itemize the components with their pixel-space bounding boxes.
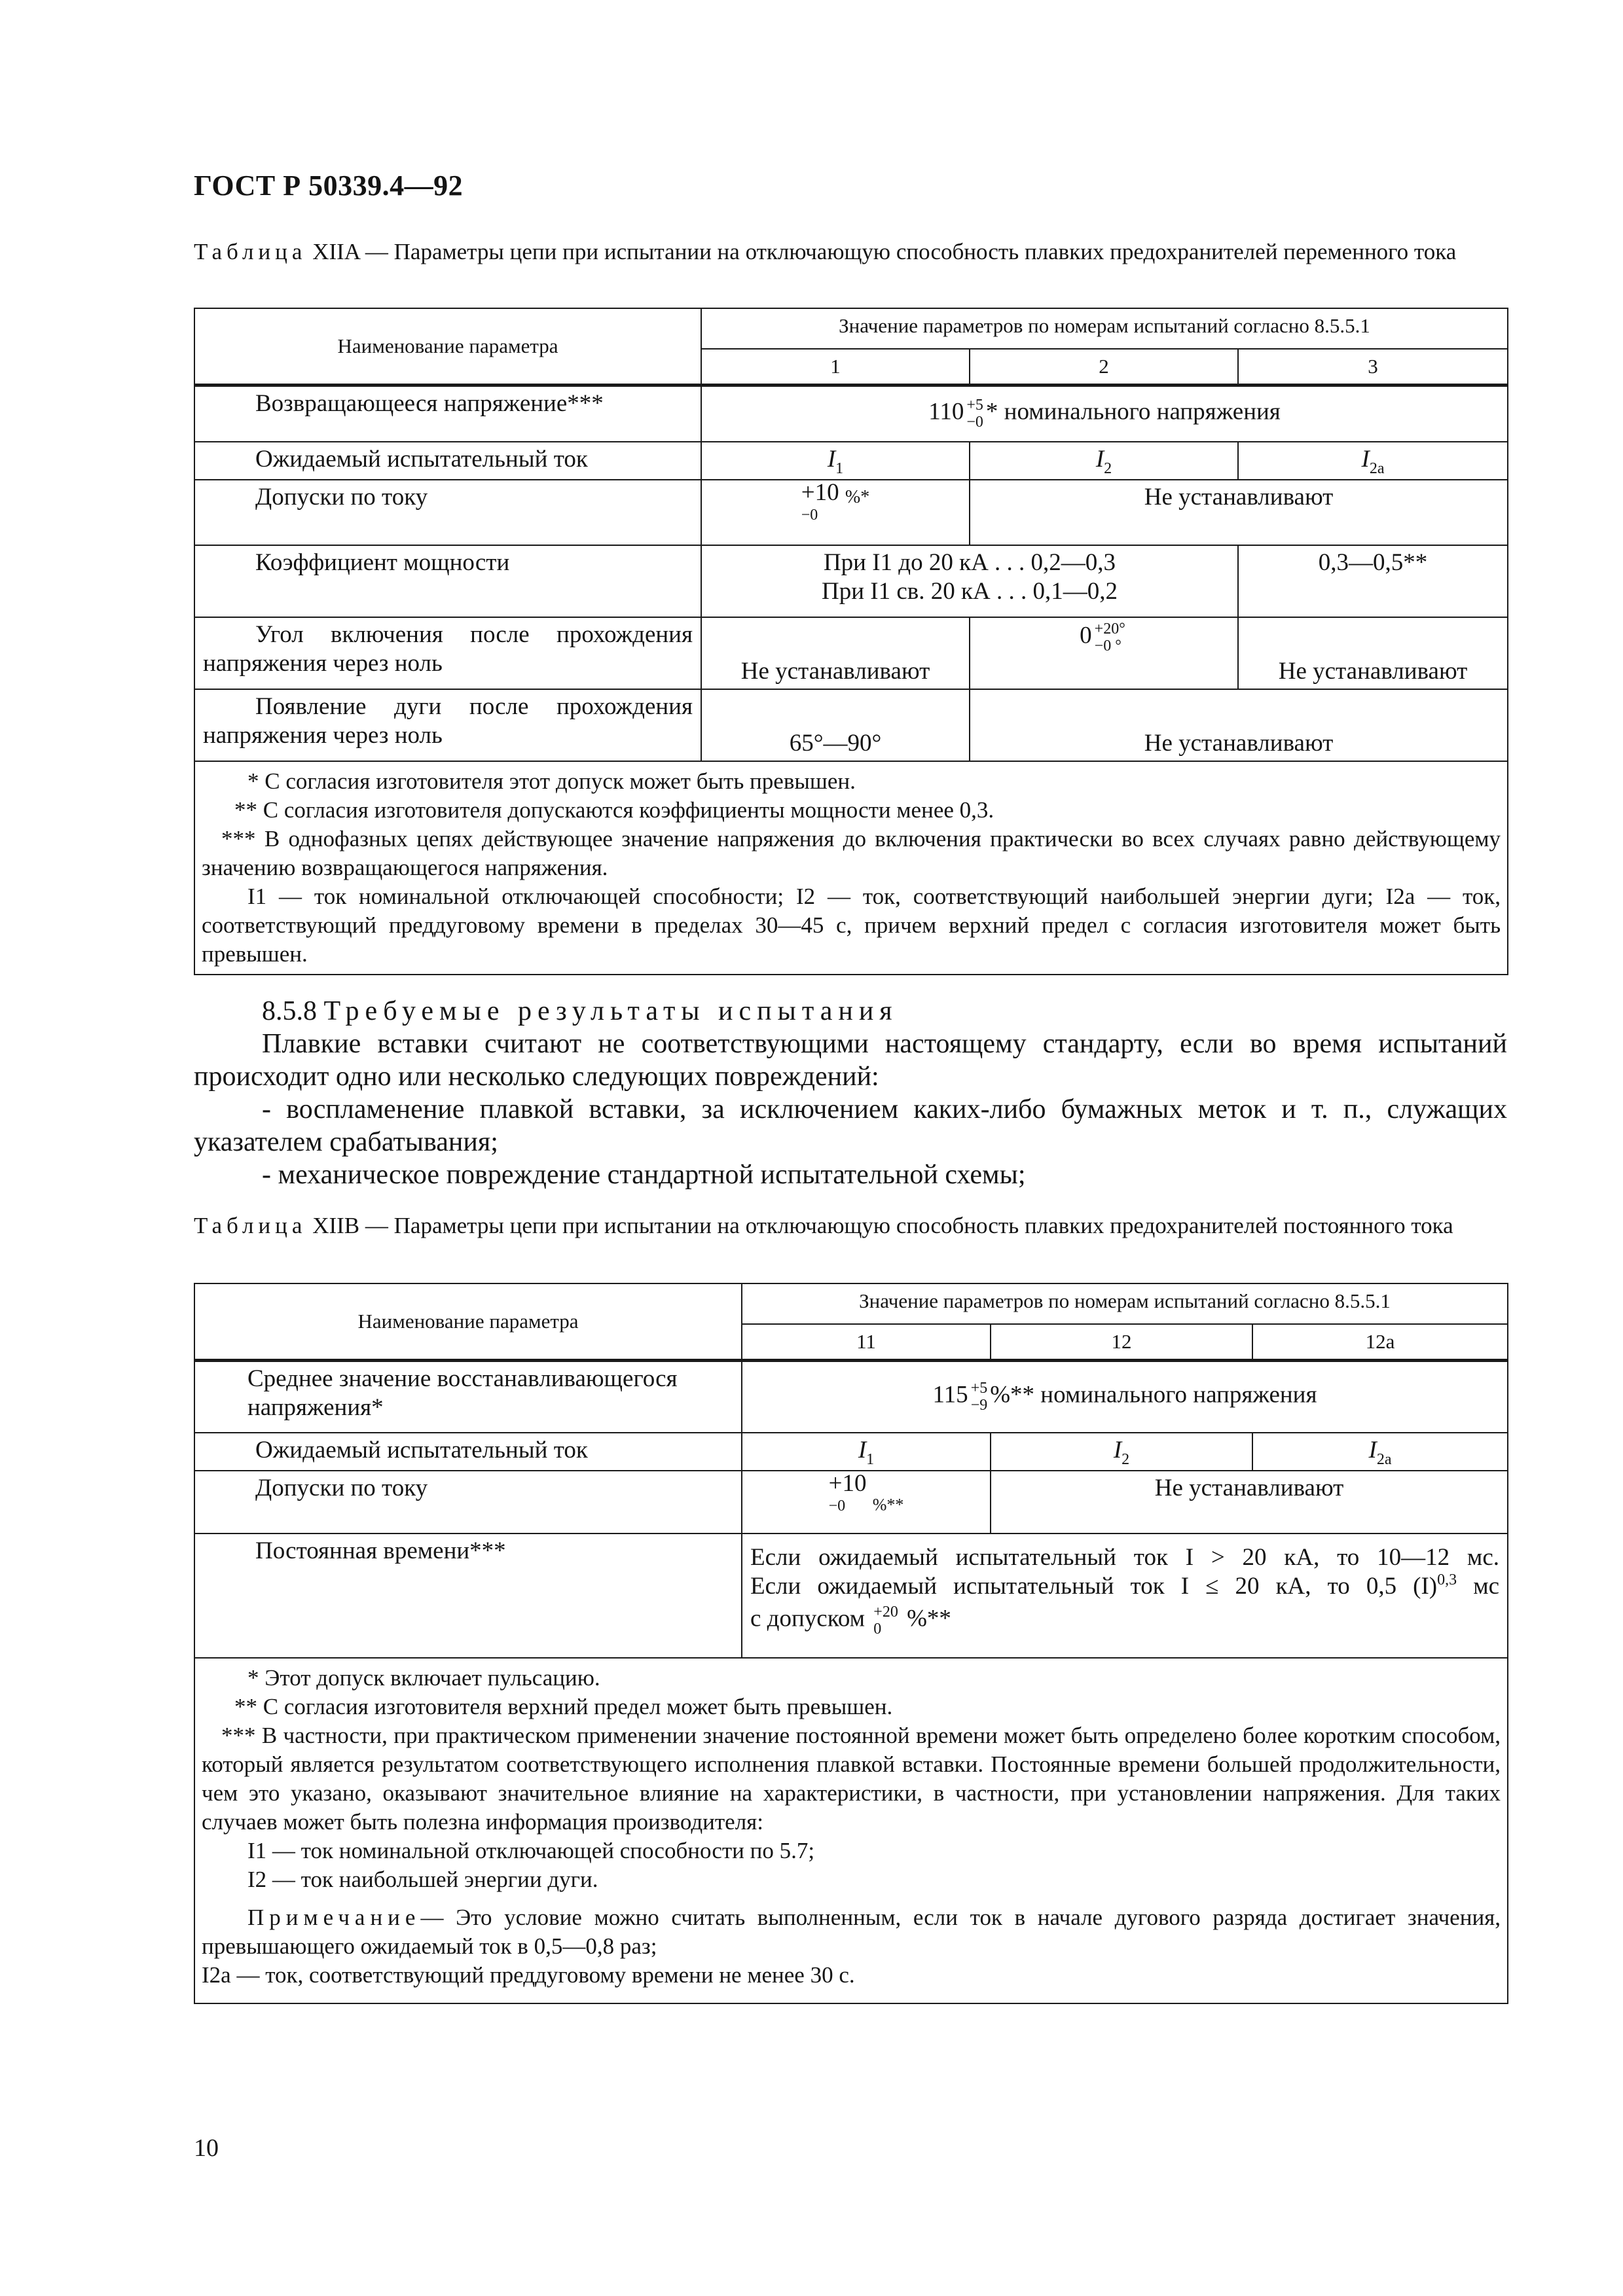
current-symbol: I <box>1361 445 1370 473</box>
r4-line1: Если ожидаемый испытательный ток I > 20 кА, то 10—12 мс. <box>750 1543 1500 1571</box>
table-a-caption-word: Таблица <box>194 239 307 264</box>
table-a-col-values: Значение параметров по номерам испытаний согласно 8.5.5.1 <box>701 308 1508 349</box>
r4-line2-sup: 0,3 <box>1437 1571 1457 1588</box>
current-sub: 2a <box>1376 1450 1392 1468</box>
table-b-remark <box>202 1903 1501 1961</box>
remark-word: Примечание <box>247 1904 421 1930</box>
r4-line2: При I1 св. 20 кА . . . 0,1—0,2 <box>822 577 1118 605</box>
document-header: ГОСТ Р 50339.4—92 <box>194 170 464 202</box>
table-b-r1-value <box>742 1361 1508 1433</box>
table-a-r2-v1 <box>701 442 970 480</box>
r5-tolerance <box>1095 620 1125 655</box>
table-a-r2-v3 <box>1238 442 1508 480</box>
section-number: 8.5.8 <box>262 996 317 1026</box>
table-a-r6-v1: 65°—90° <box>701 689 970 761</box>
table-b-caption <box>194 1211 1506 1240</box>
section-paragraph: - воспламенение плавкой вставки, за исключением каких-либо бумажных меток и т. п., служащих указателем срабатывания; <box>194 1094 1507 1157</box>
current-sub: 2a <box>1369 459 1385 477</box>
r1-base: 110 <box>928 398 964 425</box>
table-a-r4-name: Коэффициент мощности <box>194 545 701 617</box>
r4-line2-a: Если ожидаемый испытательный ток I ≤ 20 кА, то 0,5 (I) <box>750 1572 1438 1600</box>
table-b-col-num: 11 <box>742 1324 991 1361</box>
table-b-caption-text: XIIB — Параметры цепи при испытании на отключающую способность плавких предохранителей постоянного тока <box>312 1213 1453 1238</box>
current-sub: 2 <box>1122 1450 1130 1468</box>
r4-sup: +20 <box>873 1603 898 1621</box>
r1-base: 115 <box>932 1381 968 1408</box>
r1-sub: −9 <box>970 1397 988 1414</box>
r4-line3 <box>750 1604 1499 1638</box>
r3-tolerance <box>828 1469 867 1516</box>
r1-sup: +5 <box>966 397 983 414</box>
r3-pct: %* <box>845 486 870 507</box>
table-a-r4-v1 <box>701 545 1238 617</box>
table-a-r1-name: Возвращающееся напряжение*** <box>194 386 701 442</box>
current-sub: 1 <box>835 459 844 477</box>
table-b-r3-name: Допуски по току <box>194 1471 742 1534</box>
r3-pct: %** <box>872 1495 904 1515</box>
r5-sub: −0 ° <box>1094 637 1122 655</box>
table-a-col-num: 3 <box>1238 349 1508 386</box>
r3-top: +10 <box>801 478 839 506</box>
table-a-r5-v3: Не устанавливают <box>1238 617 1508 689</box>
r5-sup: +20° <box>1094 620 1125 637</box>
table-b-notes <box>194 1658 1508 2003</box>
r3-top: +10 <box>828 1469 867 1497</box>
table-b-r2-name: Ожидаемый испытательный ток <box>194 1433 742 1471</box>
section-8-5-8 <box>194 995 1507 1191</box>
r5-base: 0 <box>1080 621 1092 649</box>
table-a-caption-text: XIIA — Параметры цепи при испытании на отключающую способность плавких предохранителей переменного тока <box>312 239 1457 264</box>
table-a-r4-v3: 0,3—0,5** <box>1238 545 1508 617</box>
r3-tolerance <box>801 478 839 525</box>
table-b-r4-value <box>742 1534 1508 1658</box>
table-b-col-param: Наименование параметра <box>194 1283 742 1361</box>
r4-line2 <box>750 1572 1499 1604</box>
table-b-caption-word: Таблица <box>194 1213 307 1238</box>
table-b <box>194 1283 1508 2004</box>
r4-line3-a: с допуском <box>750 1604 871 1632</box>
note: I2a — ток, соответствующий преддуговому времени не менее 30 с. <box>202 1962 855 1988</box>
note: I1 — ток номинальной отключающей способности по 5.7; <box>247 1837 815 1863</box>
table-b-r2-v2 <box>991 1433 1252 1471</box>
table-a-col-num: 1 <box>701 349 970 386</box>
table-a-r6-v2: Не устанавливают <box>970 689 1508 761</box>
note: *** В частности, при практическом применении значение постоянной времени может быть определено более коротким способом, который является результатом соответствующего исполнения плавкой вставки. Постоянные времени большей продолжительности, чем это указано, оказывают значительное влияние на характеристики, в частности, при установлении напряжения. Для таких случаев может быть полезна информация производителя: <box>202 1722 1501 1835</box>
table-a-col-param: Наименование параметра <box>194 308 701 386</box>
current-symbol: I <box>1095 445 1104 473</box>
note: * Этот допуск включает пульсацию. <box>247 1664 600 1691</box>
table-b-col-num: 12 <box>991 1324 1252 1361</box>
table-b-r3-v1 <box>742 1471 991 1534</box>
r4-sub: 0 <box>873 1620 882 1638</box>
table-a-r2-name: Ожидаемый испытательный ток <box>194 442 701 480</box>
table-a-r5-name: Угол включения после прохождения напряжения через ноль <box>194 617 701 689</box>
table-a-r3-v2: Не устанавливают <box>970 480 1508 545</box>
r4-line3-b: %** <box>900 1604 951 1632</box>
table-a-r2-v2 <box>970 442 1238 480</box>
table-b-r2-v3 <box>1252 1433 1508 1471</box>
r1-tolerance <box>971 1380 988 1414</box>
current-symbol: I <box>1368 1436 1377 1463</box>
table-b-r3-v2: Не устанавливают <box>991 1471 1508 1534</box>
table-b-r2-v1 <box>742 1433 991 1471</box>
current-symbol: I <box>827 445 836 473</box>
table-a <box>194 308 1508 975</box>
r1-sup: +5 <box>970 1380 988 1397</box>
r3-bot: −0 <box>801 506 818 524</box>
note: ** С согласия изготовителя верхний предел может быть превышен. <box>234 1693 893 1719</box>
table-b-r1-name: Среднее значение восстанавливающегося напряжения* <box>194 1361 742 1433</box>
section-title: Требуемые результаты испытания <box>323 996 898 1026</box>
section-paragraph: - механическое повреждение стандартной испытательной схемы; <box>262 1160 1026 1190</box>
r4-tolerance <box>873 1604 898 1638</box>
section-paragraph: Плавкие вставки считают не соответствующими настоящему стандарту, если во время испытаний происходит одно или несколько следующих повреждений: <box>194 1029 1507 1092</box>
table-a-r5-v1: Не устанавливают <box>701 617 970 689</box>
table-a-r1-value <box>701 386 1508 442</box>
r1-tolerance <box>966 397 983 431</box>
page-number: 10 <box>194 2134 219 2162</box>
r1-sub: −0 <box>966 414 983 431</box>
note: *** В однофазных цепях действующее значение напряжения до включения практически во всех случаях равно действующему значению возвращающегося напряжения. <box>202 825 1501 880</box>
note: * С согласия изготовителя этот допуск может быть превышен. <box>247 768 856 794</box>
r1-rest: %** номинального напряжения <box>990 1381 1317 1408</box>
table-a-r6-name: Появление дуги после прохождения напряжения через ноль <box>194 689 701 761</box>
table-a-r5-v2 <box>970 617 1238 689</box>
table-a-col-num: 2 <box>970 349 1238 386</box>
r3-bot: −0 <box>828 1497 846 1515</box>
remark-text: — Это условие можно считать выполненным, если ток в начале дугового разряда достигает значения, превышающего ожидаемый ток в 0,5—0,8 раз; <box>202 1904 1501 1959</box>
table-b-col-num: 12a <box>1252 1324 1508 1361</box>
table-a-caption <box>194 237 1506 266</box>
table-a-r3-name: Допуски по току <box>194 480 701 545</box>
note: ** С согласия изготовителя допускаются коэффициенты мощности менее 0,3. <box>234 797 994 823</box>
table-a-r3-v1 <box>701 480 970 545</box>
table-b-r4-name: Постоянная времени*** <box>194 1534 742 1658</box>
table-b-col-values: Значение параметров по номерам испытаний согласно 8.5.5.1 <box>742 1283 1508 1324</box>
note: I1 — ток номинальной отключающей способности; I2 — ток, соответствующий наибольшей энергии дуги; I2a — ток, соответствующий преддуговому времени в пределах 30—45 с, причем верхний предел с согласия изготовителя может быть превышен. <box>202 883 1501 967</box>
current-symbol: I <box>858 1436 867 1463</box>
current-sub: 1 <box>866 1450 875 1468</box>
r1-rest: * номинального напряжения <box>985 398 1281 425</box>
r4-line2-b: мс <box>1457 1572 1500 1600</box>
table-a-notes <box>194 761 1508 975</box>
current-sub: 2 <box>1104 459 1112 477</box>
r4-line1: При I1 до 20 кА . . . 0,2—0,3 <box>823 548 1116 576</box>
current-symbol: I <box>1113 1436 1122 1463</box>
note: I2 — ток наибольшей энергии дуги. <box>247 1866 598 1892</box>
section-heading <box>194 995 1507 1028</box>
